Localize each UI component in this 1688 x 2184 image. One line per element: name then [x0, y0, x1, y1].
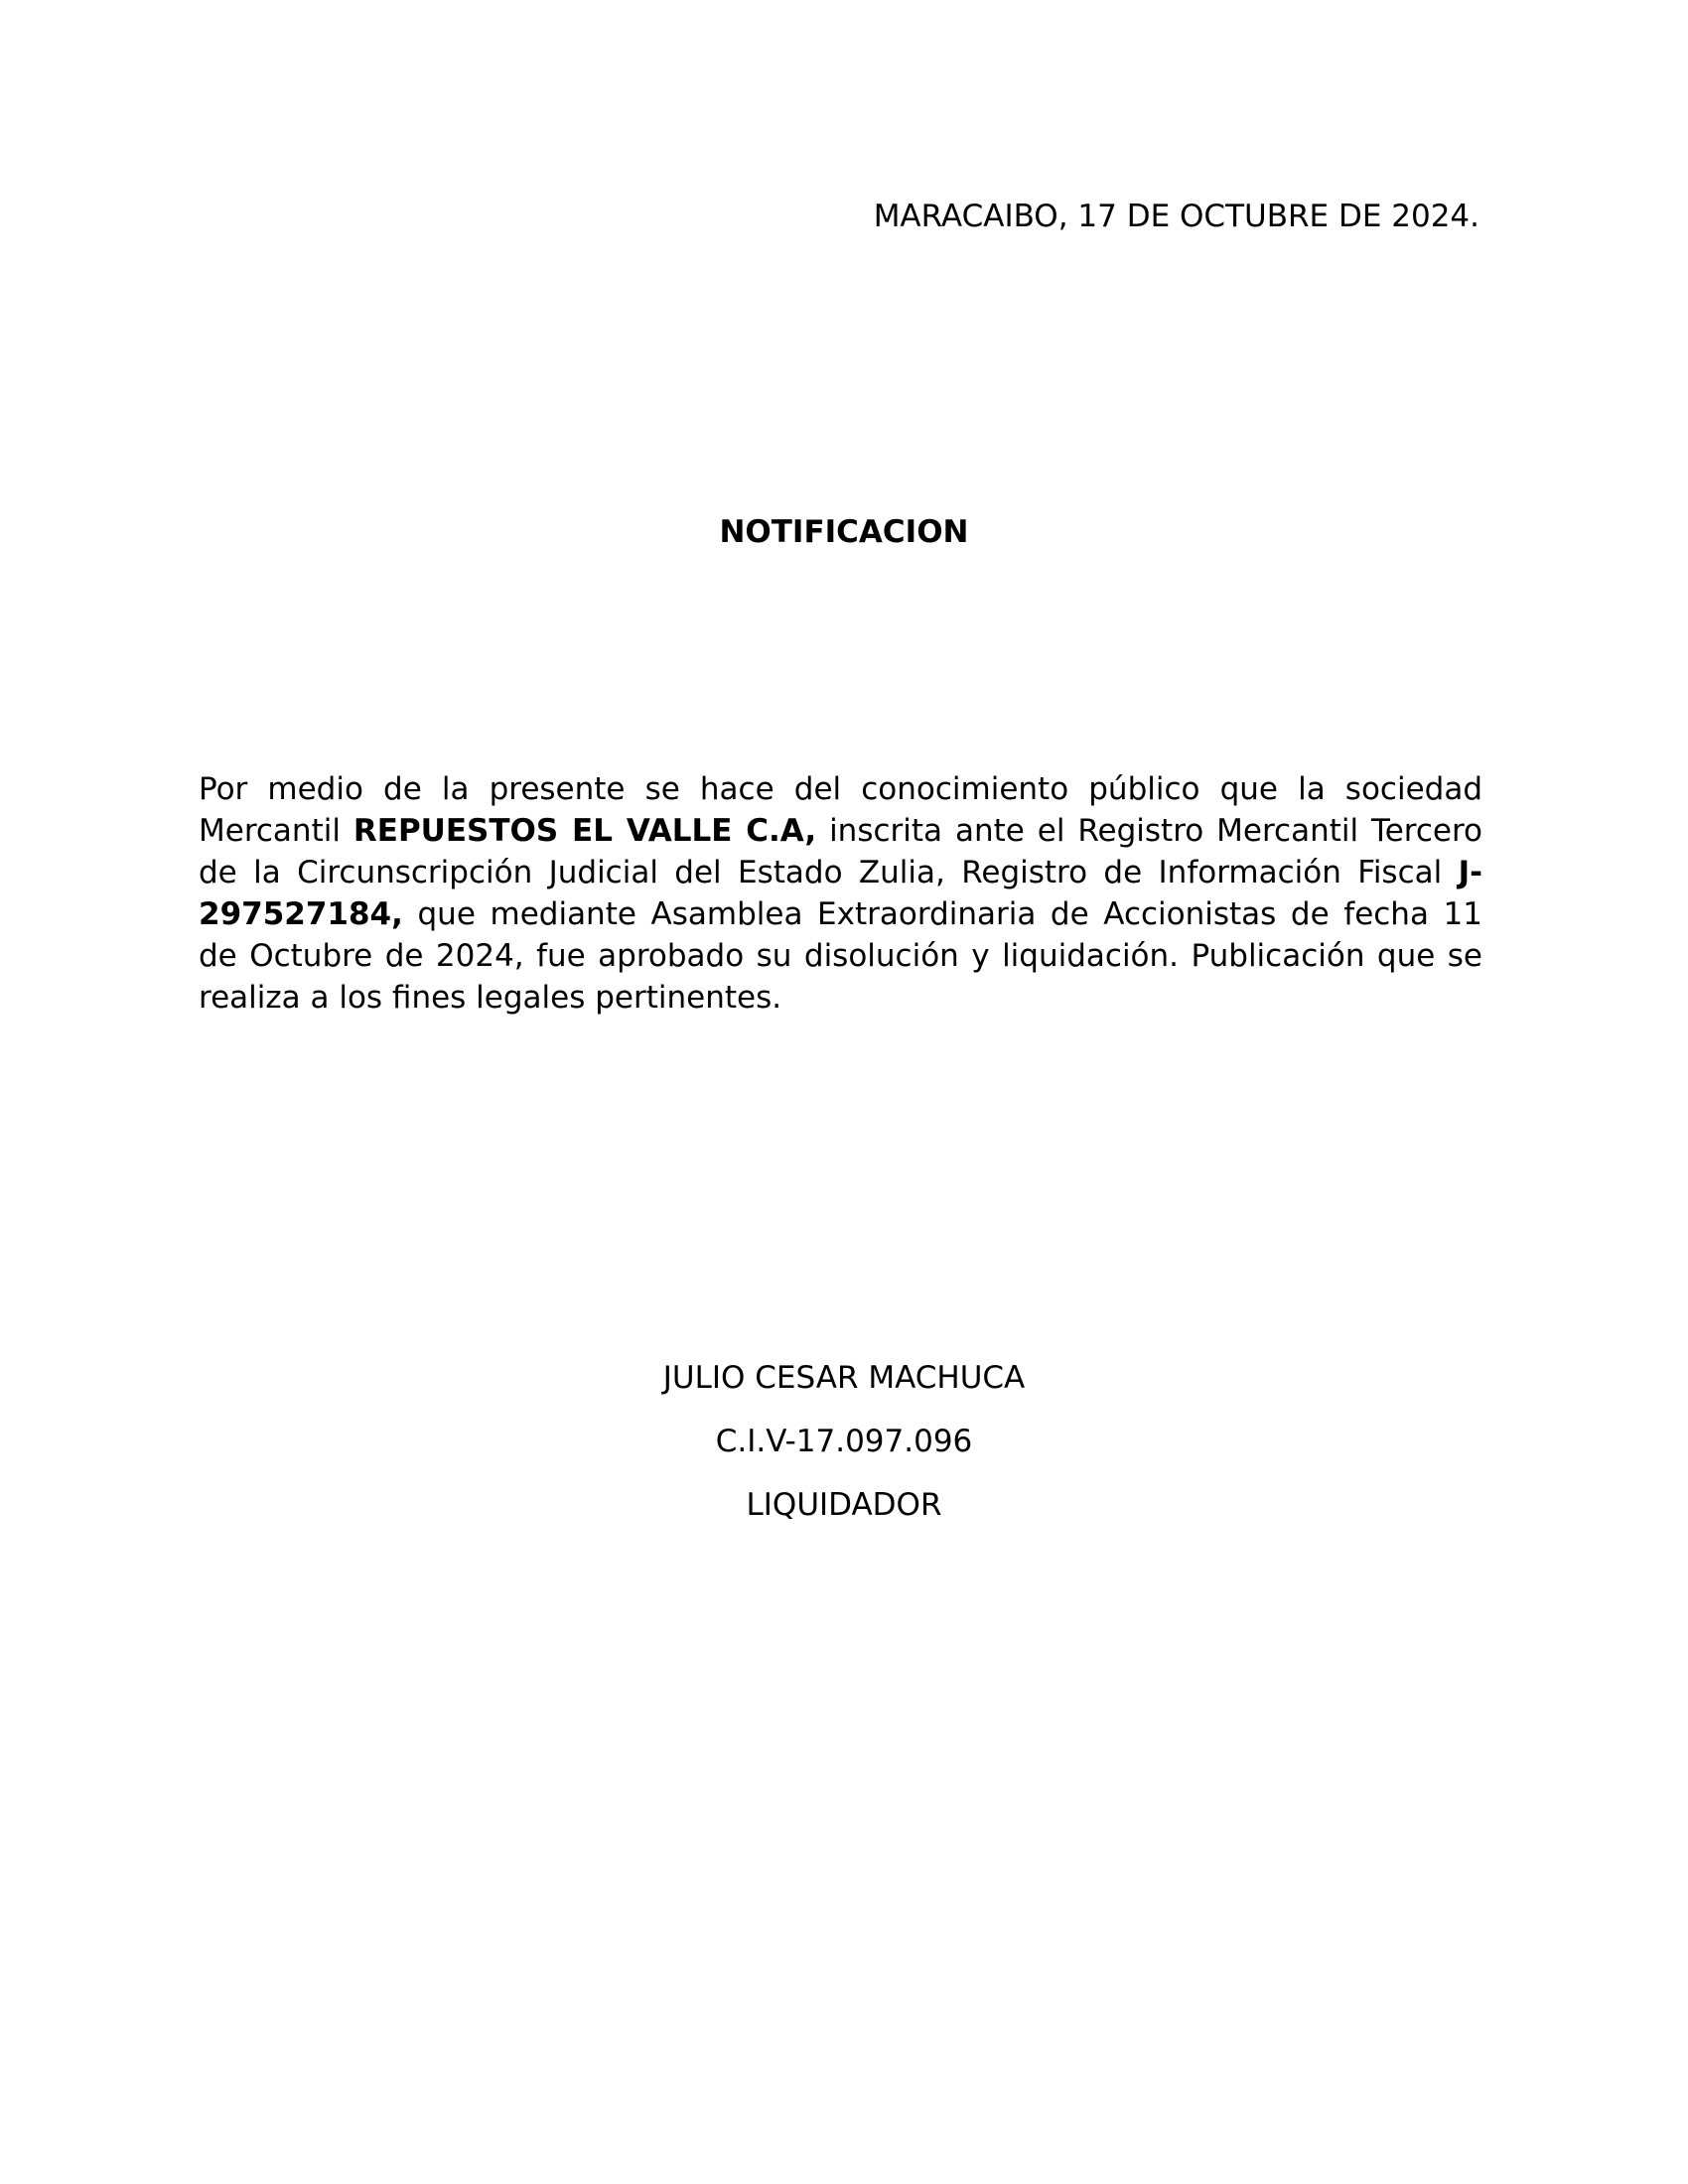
body-text-part-3: que mediante Asamblea Extraordinaria de Accionistas de fecha 11 de Octubre de 2024, fue aprobado su disolución y liquidación. Publicación que se realiza a los fines legales pertinentes. [199, 896, 1482, 1016]
rif-number: J-297527184, [199, 855, 1482, 932]
signatory-id: C.I.V-17.097.096 [715, 1424, 973, 1459]
company-name: REPUESTOS EL VALLE C.A, [352, 813, 817, 849]
date-line: MARACAIBO, 17 DE OCTUBRE DE 2024. [873, 199, 1479, 234]
document-title: NOTIFICACION [719, 514, 969, 550]
body-text-part-2: inscrita ante el Registro Mercantil Tercero de la Circunscripción Judicial del Estado Zulia, Registro de Información Fiscal [199, 813, 1482, 890]
notification-body [199, 768, 1482, 1019]
body-text-part-1: Por medio de la presente se hace del conocimiento público que la sociedad Mercantil [199, 771, 1482, 849]
signature-block [0, 1358, 1688, 1549]
signatory-role: LIQUIDADOR [746, 1487, 942, 1523]
signatory-name: JULIO CESAR MACHUCA [662, 1360, 1026, 1396]
